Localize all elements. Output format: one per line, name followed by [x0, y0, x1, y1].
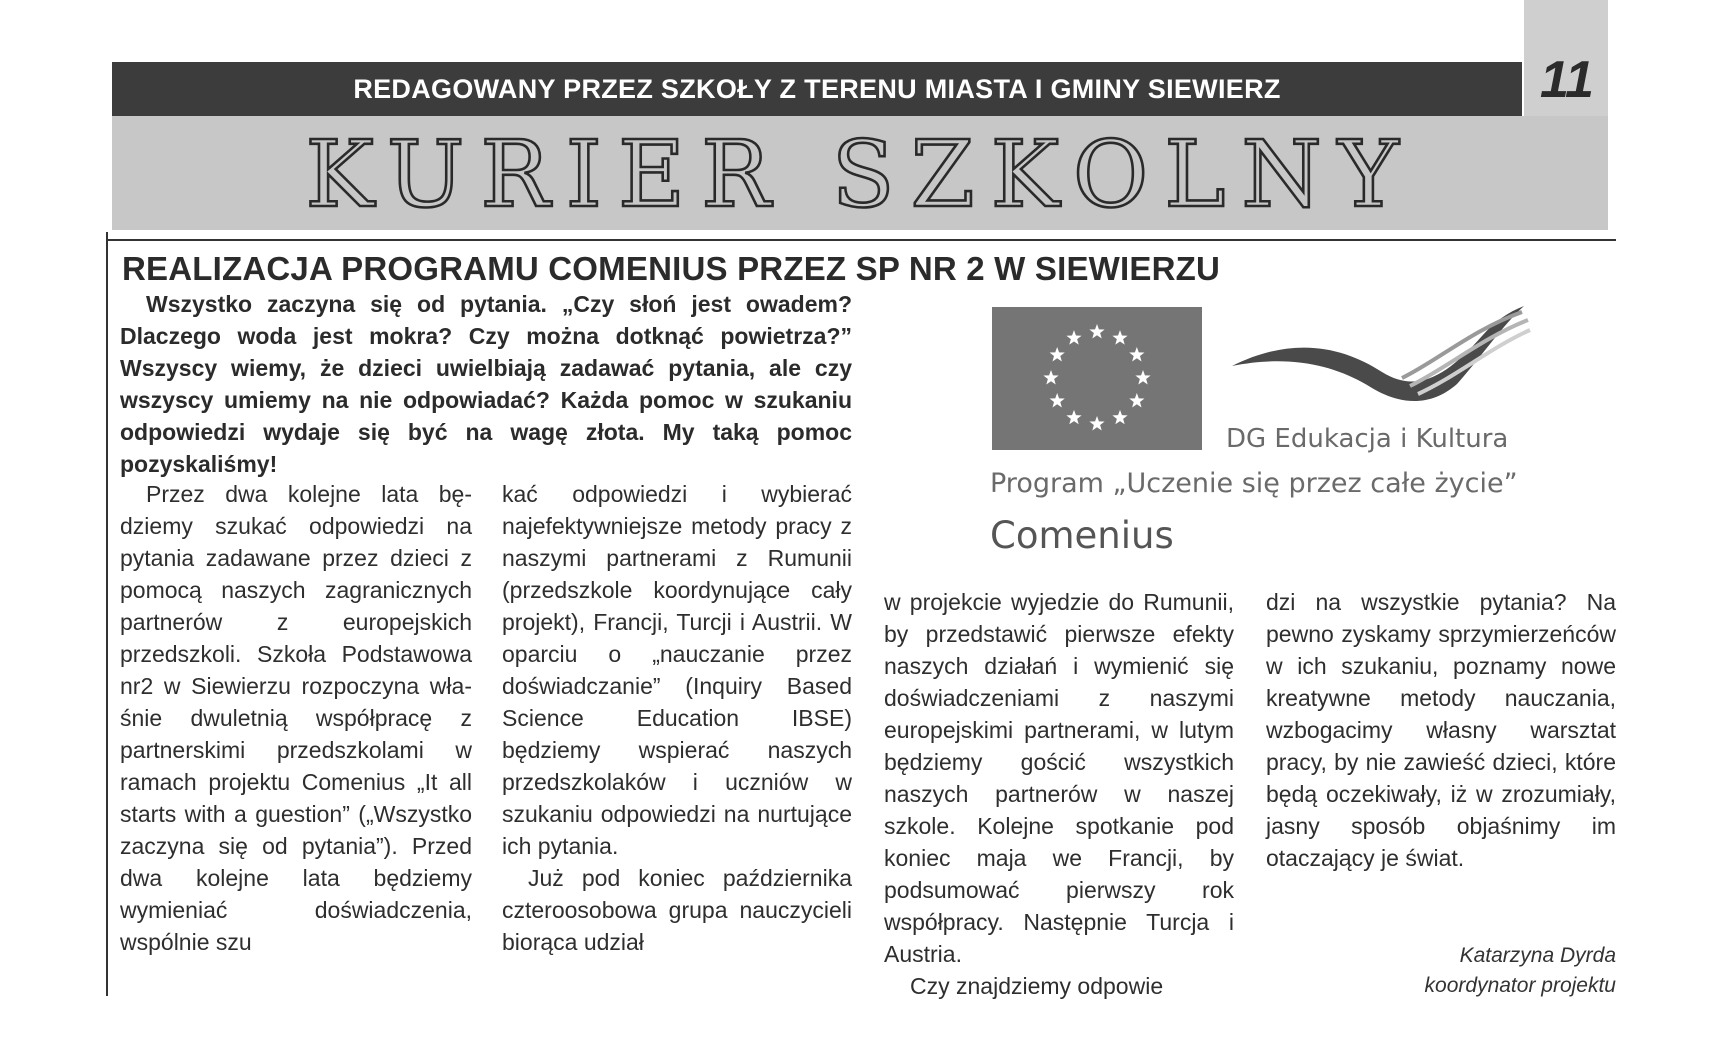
article-headline: REALIZACJA PROGRAMU COMENIUS PRZEZ SP NR 2 W SIEWIERZU — [122, 250, 1221, 287]
column-2-paragraph-2: Już pod koniec października czteroosobowa grupa nauczycieli biorąca udział — [502, 865, 852, 955]
comenius-label: Comenius — [990, 514, 1174, 557]
eu-star-icon — [1112, 330, 1127, 344]
dg-label: DG Edukacja i Kultura — [1226, 424, 1509, 454]
eu-star-icon — [1112, 410, 1127, 424]
column-1-text: Przez dwa kolejne lata będziemy szukać odpowiedzi na pytania zadawane przez dzieci z pomocą naszych zagranicznych partnerów z europejskich przedszkoli. Szkoła Podstawowa nr2 w Siewierzu rozpoczyna właśnie dwuletnią współpracę z partnerskimi przedszkolami w ramach projektu Comenius „It all starts with a guestion” („Wszystko zaczyna się od pytania”). Przed dwa kolejne lata będziemy wymieniać doświadczenia, wspólnie szu — [120, 481, 472, 955]
author-name: Katarzyna Dyrda — [1459, 944, 1616, 967]
author-role: koordynator projektu — [1424, 974, 1616, 997]
eu-star-icon — [1089, 324, 1104, 338]
eu-star-icon — [1066, 330, 1081, 344]
svg-text:KURIER SZKOLNY: KURIER SZKOLNY — [305, 122, 1415, 222]
eu-star-icon — [1050, 347, 1065, 361]
column-3-paragraph-2: Czy znajdziemy odpowie — [910, 973, 1164, 999]
eu-star-icon — [1050, 393, 1065, 407]
article-top-rule — [108, 239, 1616, 241]
column-4-text: dzi na wszystkie pytania? Na pewno zyskamy sprzymierzeńców w ich szukaniu, poznamy nowe kreatywne metody nauczania, wzbogacimy własny warsztat pracy, by nie zawieść dzieci, które będą oczekiwały, iż w zrozumiały, jasny sposób objaśnimy im otaczający je świat. — [1266, 589, 1616, 871]
eu-stars — [992, 307, 1202, 450]
strapline: REDAGOWANY PRZEZ SZKOŁY Z TERENU MIASTA I GMINY SIEWIERZ — [353, 74, 1281, 104]
column-3-paragraph-1: w projekcie wyjedzie do Rumunii, by przedstawić pierwsze efekty naszych działań i wymienić się doświadczeniami z naszymi europejskimi partnerami, w lutym będziemy gościć wszystkich naszych partnerów w naszej szkole. Kolejne spotkanie pod koniec maja we Francji, by podsumować pierwszy rok współpracy. Następnie Turcja i Austria. — [884, 589, 1234, 967]
masthead-title — [112, 122, 1608, 222]
article-lead: Wszystko zaczyna się od pytania. „Czy słoń jest owadem? Dlaczego woda jest mokra? Czy można dotknąć powietrza?” Wszyscy wiemy, że dzieci uwielbiają zadawać pytania, ale czy wszyscy umiemy na nie odpowiadać? Każda pomoc w szukaniu odpowiedzi wydaje się być na wagę złota. My taką pomoc pozyskaliśmy! — [120, 291, 852, 477]
program-label: Program „Uczenie się przez całe życie” — [990, 468, 1518, 499]
article-column-3 — [884, 586, 1234, 1002]
article-column-4 — [1266, 586, 1616, 874]
eu-flag-icon — [992, 307, 1202, 450]
article-column-2 — [502, 478, 852, 958]
signature — [1266, 941, 1616, 1001]
masthead — [112, 116, 1608, 230]
eu-star-icon — [1043, 370, 1058, 384]
column-2-paragraph-1: kać odpowiedzi i wybierać najefektywniejsze metody pracy z naszymi partnerami z Rumunii (przedszkole koordynujące cały projekt), Francji, Turcji i Austrii. W oparciu o „nauczanie przez doświadczanie” (Inquiry Based Science Education IBSE) będziemy wspierać naszych przedszkolaków i uczniów w szukaniu odpowiedzi na nurtujące ich pytania. — [502, 481, 852, 859]
article-left-rule — [106, 232, 108, 996]
eu-star-icon — [1089, 416, 1104, 430]
eu-star-icon — [1129, 347, 1144, 361]
lifelong-learning-wing-icon — [1232, 306, 1532, 416]
page-number: 11 — [1540, 51, 1594, 109]
strapline-bar — [112, 62, 1522, 116]
eu-star-icon — [1129, 393, 1144, 407]
eu-star-icon — [1135, 370, 1150, 384]
eu-star-icon — [1066, 410, 1081, 424]
article-column-1 — [120, 478, 472, 958]
